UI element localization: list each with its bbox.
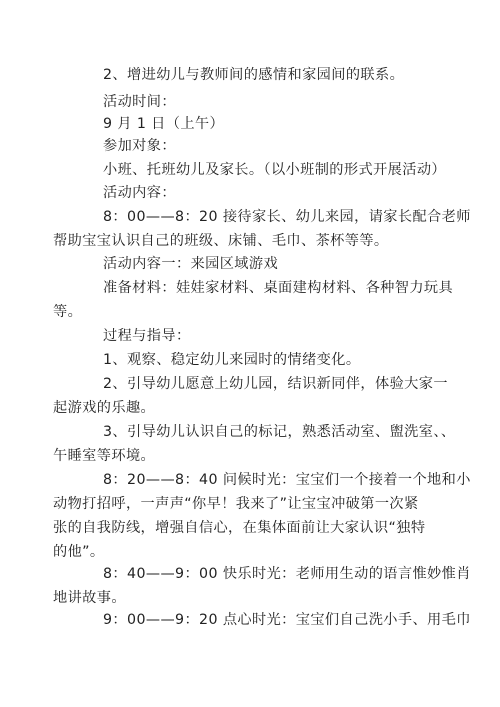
text-line: 张的自我防线，增强自信心，在集体面前让大家认识“独特: [53, 520, 426, 536]
guidance-item-1: [78, 348, 430, 372]
text-line: 活动内容：: [103, 185, 176, 201]
text-line: 动物打招呼，一声声“你早！我来了”让宝宝冲破第一次紧: [53, 496, 419, 512]
text-line: 2、增进幼儿与教师间的感情和家园间的联系。: [103, 67, 405, 83]
text-line: 8：00——8：20 接待家长、幼儿来园，请家长配合老师: [103, 209, 471, 225]
text-line: 参加对象：: [103, 138, 176, 154]
text-line: 2、引导幼儿愿意上幼儿园，结识新同伴，体验大家一: [103, 376, 448, 392]
text-line: 地讲故事。: [53, 590, 126, 606]
text-line: 午睡室等环境。: [53, 448, 156, 464]
activity-one-title: [78, 252, 430, 276]
schedule-greeting: [53, 468, 471, 564]
schedule-story: [53, 562, 471, 610]
participants-value: [78, 158, 447, 182]
goal-item-2: [78, 63, 430, 87]
text-line: 9 月 1 日（上午）: [103, 116, 225, 132]
text-line: 的他”。: [53, 544, 105, 560]
text-line: 9：00——9：20 点心时光：宝宝们自己洗小手、用毛巾: [103, 612, 471, 628]
guidance-item-3: [53, 420, 456, 468]
text-line: 起游戏的乐趣。: [53, 400, 156, 416]
process-guidance-label: [78, 324, 430, 348]
text-line: 活动时间：: [103, 94, 176, 110]
activity-time-label: [78, 90, 430, 114]
guidance-item-2: [53, 372, 448, 420]
text-line: 等。: [53, 304, 83, 320]
participants-label: [78, 134, 430, 158]
text-line: 过程与指导：: [103, 328, 191, 344]
schedule-reception: [53, 205, 471, 253]
schedule-snack: [78, 608, 471, 632]
text-line: 准备材料：娃娃家材料、桌面建构材料、各种智力玩具: [103, 280, 454, 296]
text-line: 3、引导幼儿认识自己的标记，熟悉活动室、盥洗室、、: [103, 424, 456, 440]
text-line: 帮助宝宝认识自己的班级、床铺、毛巾、茶杯等等。: [53, 233, 389, 249]
text-line: 1、观察、稳定幼儿来园时的情绪变化。: [103, 352, 361, 368]
text-line: 小班、托班幼儿及家长。（以小班制的形式开展活动）: [103, 162, 447, 178]
text-line: 8：20——8：40 问候时光：宝宝们一个接着一个地和小: [103, 472, 471, 488]
materials: [53, 276, 454, 324]
activity-time-value: [78, 112, 430, 136]
text-line: 8：40——9：00 快乐时光：老师用生动的语言惟妙惟肖: [103, 566, 471, 582]
activity-content-label: [78, 181, 430, 205]
text-line: 活动内容一：来园区域游戏: [103, 256, 279, 272]
